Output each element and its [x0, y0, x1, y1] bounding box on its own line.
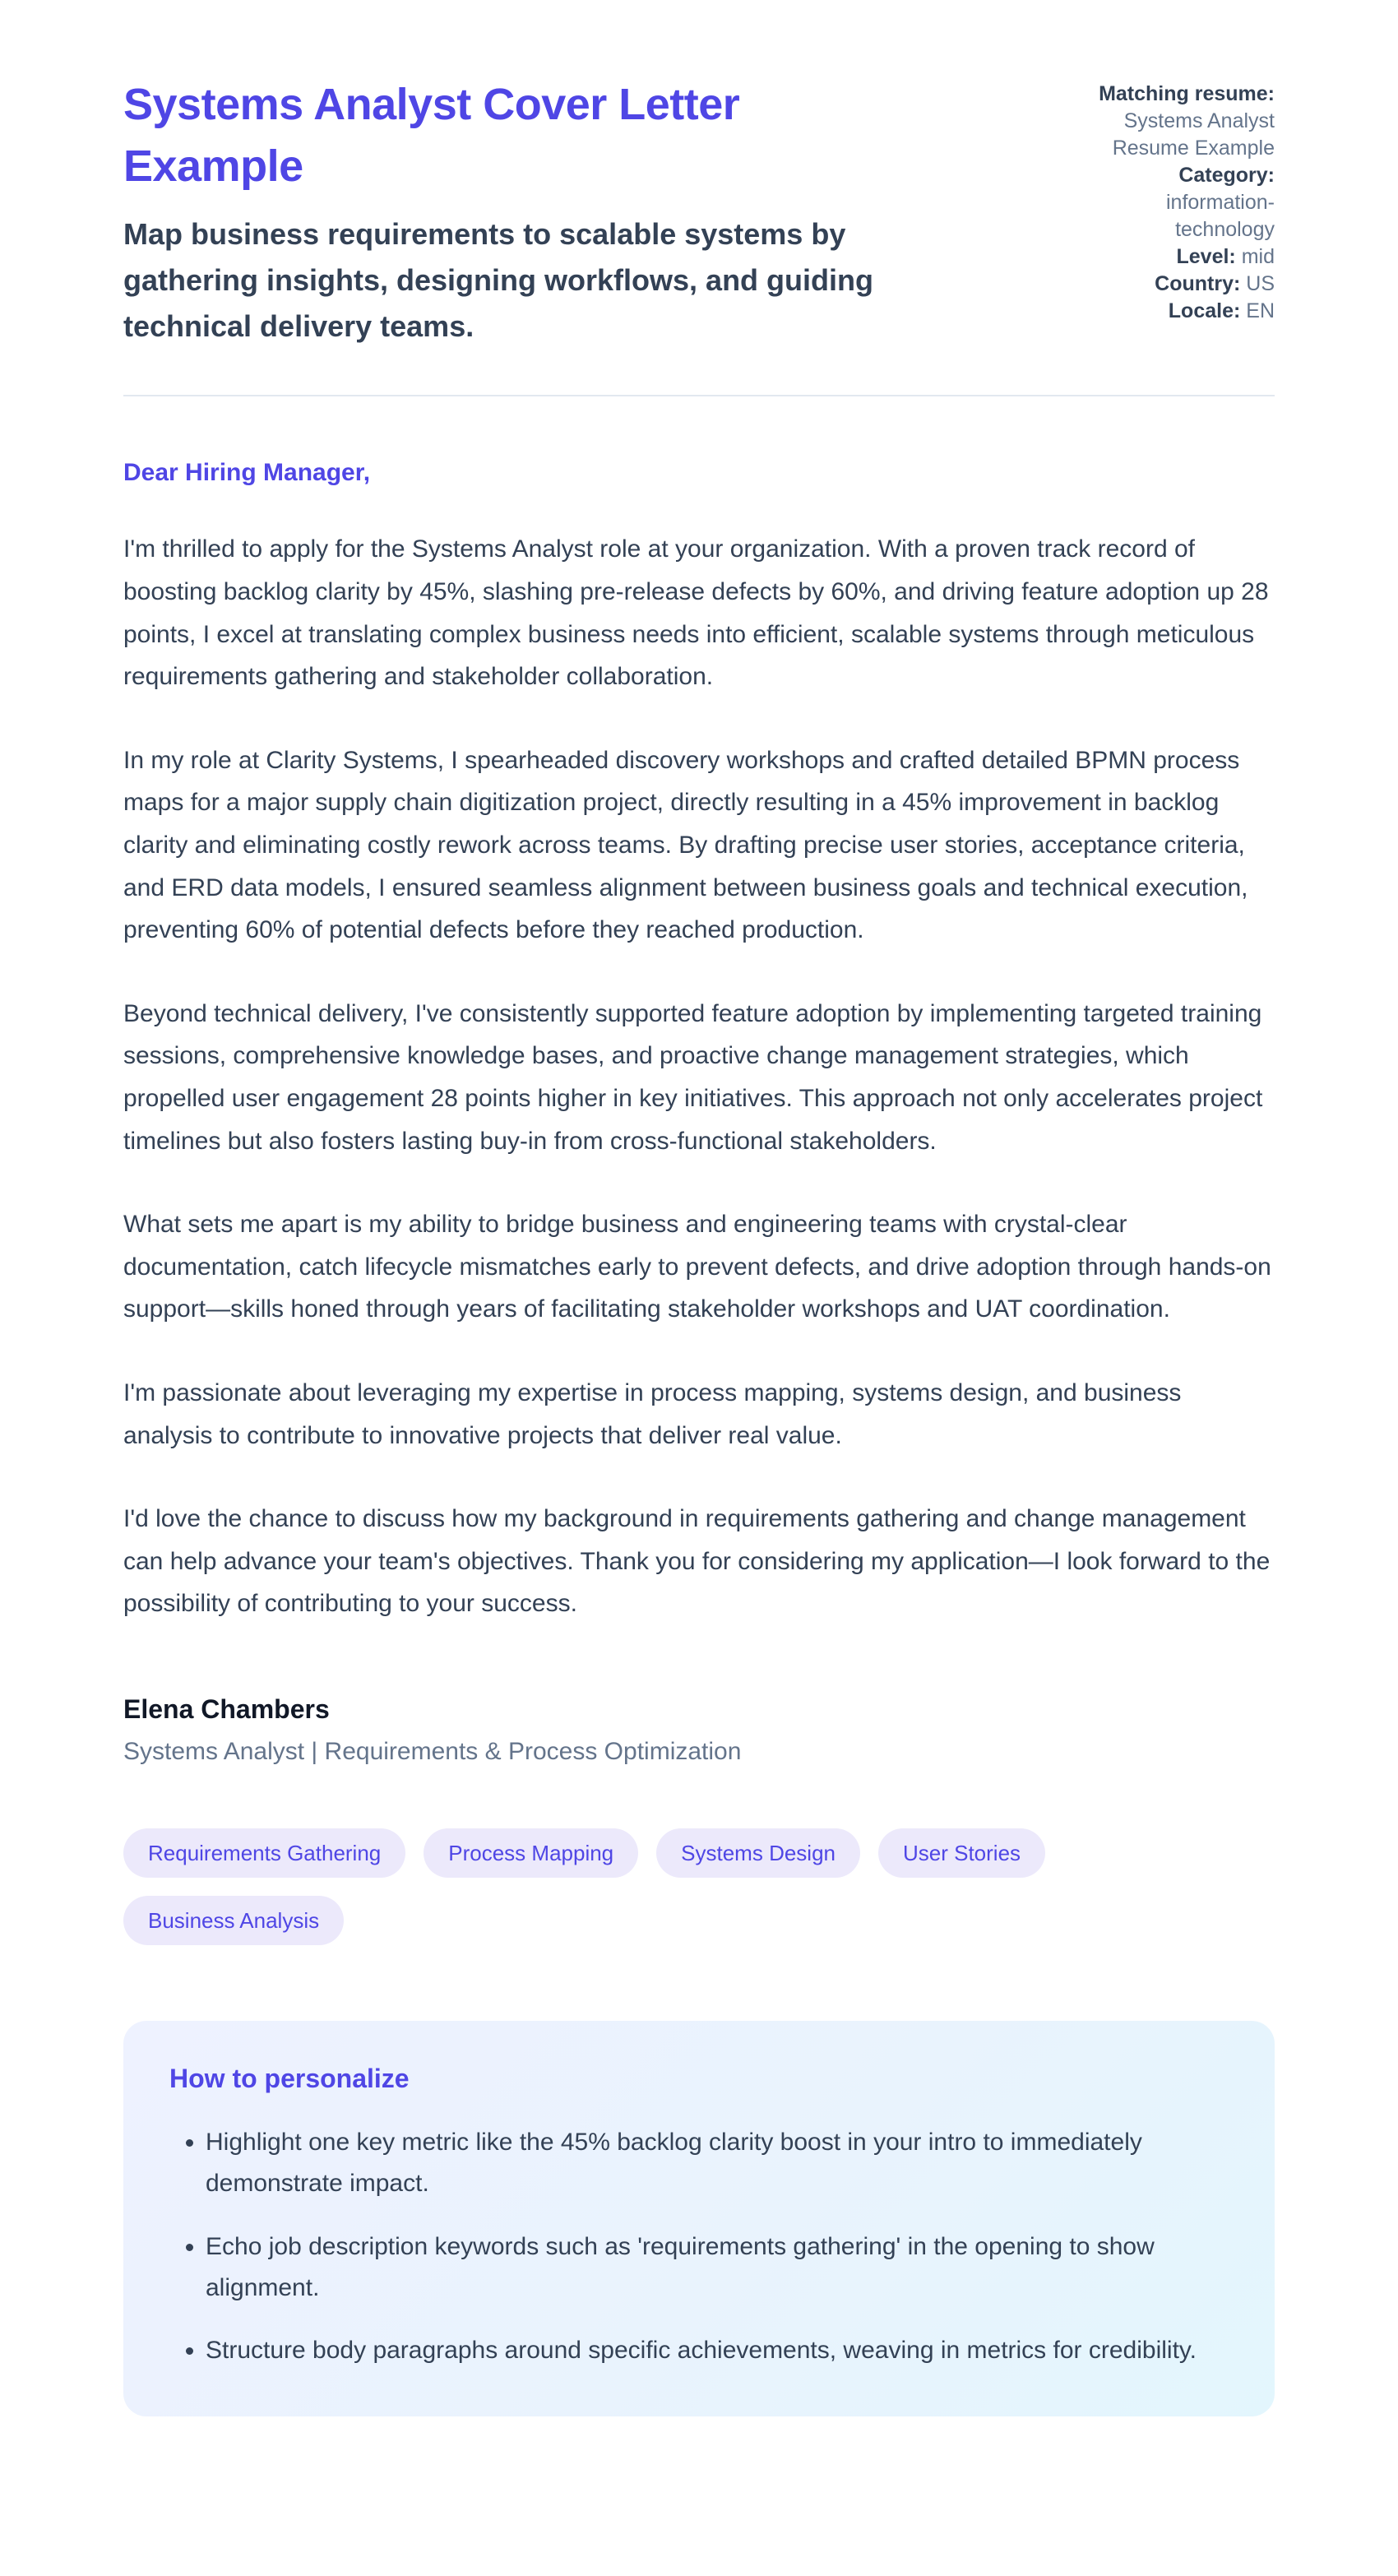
country-label: Country:: [1155, 272, 1241, 295]
letter-paragraph: What sets me apart is my ability to bridge business and engineering teams with crystal-clear documentation, catch lifecycle mismatches early to prevent defects, and drive adoption through hands-on support—skills honed through years of facilitating stakeholder workshops and UAT coordination.: [123, 1211, 1271, 1323]
letter-paragraph: In my role at Clarity Systems, I spearheaded discovery workshops and crafted detailed BPMN process maps for a major supply chain digitization project, directly resulting in a 45% improvement in backlog clarity and eliminating costly rework across teams. By drafting precise user stories, acceptance criteria, and ERD data models, I ensured seamless alignment between business goals and technical execution, preventing 60% of potential defects before they reached production.: [123, 746, 1248, 944]
matching-resume-value: Systems Analyst Resume Example: [1112, 109, 1275, 160]
meta-country: [1067, 271, 1275, 298]
personalize-tip: • Echo job description keywords such as 'requirements gathering' in the opening to show alignment.: [206, 2226, 1229, 2310]
page-subtitle: Map business requirements to scalable systems by gathering insights, designing workflows, and guiding technical delivery teams.: [123, 217, 874, 343]
letter-paragraph: I'd love the chance to discuss how my background in requirements gathering and change management can help advance your team's objectives. Thank you for considering my application—I look forward to the possibility of contributing to your success.: [123, 1505, 1271, 1618]
letter-paragraph: I'm thrilled to apply for the Systems Analyst role at your organization. With a proven track record of boosting backlog clarity by 45%, slashing pre-release defects by 60%, and driving feature adoption up 28 points, I excel at translating complex business needs into efficient, scalable systems through meticulous requirements gathering and stakeholder collaboration.: [123, 535, 1269, 691]
divider: [123, 395, 1275, 396]
personalize-tips-list: [169, 2122, 1229, 2372]
personalize-card-title: How to personalize: [169, 2063, 410, 2093]
page: [123, 0, 1275, 2474]
salutation: Dear Hiring Manager,: [123, 459, 371, 487]
personalize-tip: • Structure body paragraphs around specific achievements, weaving in metrics for credibility.: [206, 2330, 1229, 2371]
meta-level: [1067, 243, 1275, 271]
letter-paragraph: Beyond technical delivery, I've consistently supported feature adoption by implementing targeted training sessions, comprehensive knowledge bases, and proactive change management strategies, which propelled user engagement 28 points higher in key initiatives. This approach not only accelerates project timelines but also fosters lasting buy-in from cross-functional stakeholders.: [123, 999, 1263, 1155]
matching-resume-label: Matching resume:: [1099, 82, 1275, 105]
category-label: Category:: [1178, 164, 1275, 187]
personalize-card: [123, 2021, 1275, 2416]
country-value: US: [1246, 272, 1275, 295]
locale-label: Locale:: [1168, 299, 1241, 322]
meta-matching-resume: [1067, 81, 1275, 162]
page-title: Systems Analyst Cover Letter Example: [123, 80, 740, 191]
category-value: information-technology: [1166, 191, 1275, 241]
skill-tag[interactable]: Process Mapping: [424, 1828, 638, 1878]
meta-category: [1067, 162, 1275, 243]
signature-role: Systems Analyst | Requirements & Process Optimization: [123, 1737, 742, 1765]
skill-tag[interactable]: Business Analysis: [123, 1896, 344, 1945]
level-label: Level:: [1176, 245, 1236, 268]
skill-tags: [123, 1828, 1275, 1945]
locale-value: EN: [1246, 299, 1275, 322]
meta-locale: [1067, 298, 1275, 325]
cover-letter-body: [123, 459, 1275, 1765]
letter-paragraph: I'm passionate about leveraging my expertise in process mapping, systems design, and business analysis to contribute to innovative projects that deliver real value.: [123, 1378, 1182, 1449]
level-value: mid: [1241, 245, 1275, 268]
resume-meta: [1067, 74, 1275, 325]
header-title-block: [123, 74, 946, 349]
skill-tag[interactable]: Requirements Gathering: [123, 1828, 405, 1878]
skill-tag[interactable]: User Stories: [878, 1828, 1045, 1878]
signature-name: Elena Chambers: [123, 1693, 330, 1724]
skill-tag[interactable]: Systems Design: [656, 1828, 860, 1878]
header: [123, 74, 1275, 349]
personalize-tip: • Highlight one key metric like the 45% backlog clarity boost in your intro to immediately demonstrate impact.: [206, 2122, 1229, 2205]
